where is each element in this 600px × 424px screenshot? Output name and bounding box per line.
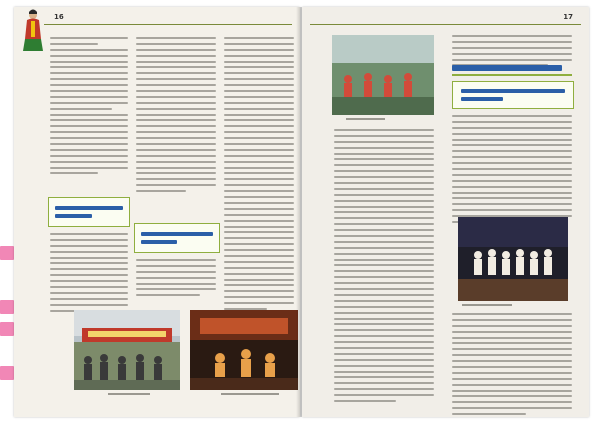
right-page-number: 17 bbox=[563, 13, 573, 21]
photo-choir-stage bbox=[458, 217, 568, 301]
sticky-tab-1 bbox=[0, 246, 14, 260]
left-page-column-3 bbox=[224, 37, 294, 314]
right-header-rule bbox=[310, 24, 581, 25]
photo-opera-stage bbox=[74, 310, 180, 390]
photo-caption-opera-stage bbox=[94, 393, 164, 395]
left-page-column-2 bbox=[136, 37, 216, 196]
sticky-tab-3 bbox=[0, 322, 14, 336]
chapter-heading bbox=[452, 65, 572, 76]
left-page-column-2-lower bbox=[136, 259, 216, 300]
section-heading-1 bbox=[48, 197, 130, 227]
left-page-column-1 bbox=[50, 37, 128, 178]
photo-caption-night-performance bbox=[210, 393, 290, 395]
left-page-number: 16 bbox=[54, 13, 64, 21]
figurine-icon bbox=[22, 9, 44, 53]
left-header-rule bbox=[44, 24, 292, 25]
right-running-header bbox=[563, 11, 573, 23]
left-page bbox=[14, 7, 300, 417]
left-running-header bbox=[54, 11, 64, 23]
right-page-column-1 bbox=[334, 129, 434, 406]
photo-caption-outdoor-group bbox=[346, 118, 416, 120]
right-page-column-2-lower bbox=[452, 115, 572, 227]
left-page-column-1-lower bbox=[50, 233, 128, 315]
sticky-tab-2 bbox=[0, 300, 14, 314]
section-heading-3 bbox=[452, 81, 574, 109]
photo-outdoor-group bbox=[332, 35, 434, 115]
right-page bbox=[302, 7, 589, 417]
sticky-tab-4 bbox=[0, 366, 14, 380]
photo-night-performance bbox=[190, 310, 298, 390]
section-heading-2 bbox=[134, 223, 220, 253]
photo-caption-choir-stage bbox=[462, 304, 562, 306]
right-page-column-2-bottom bbox=[452, 313, 572, 417]
